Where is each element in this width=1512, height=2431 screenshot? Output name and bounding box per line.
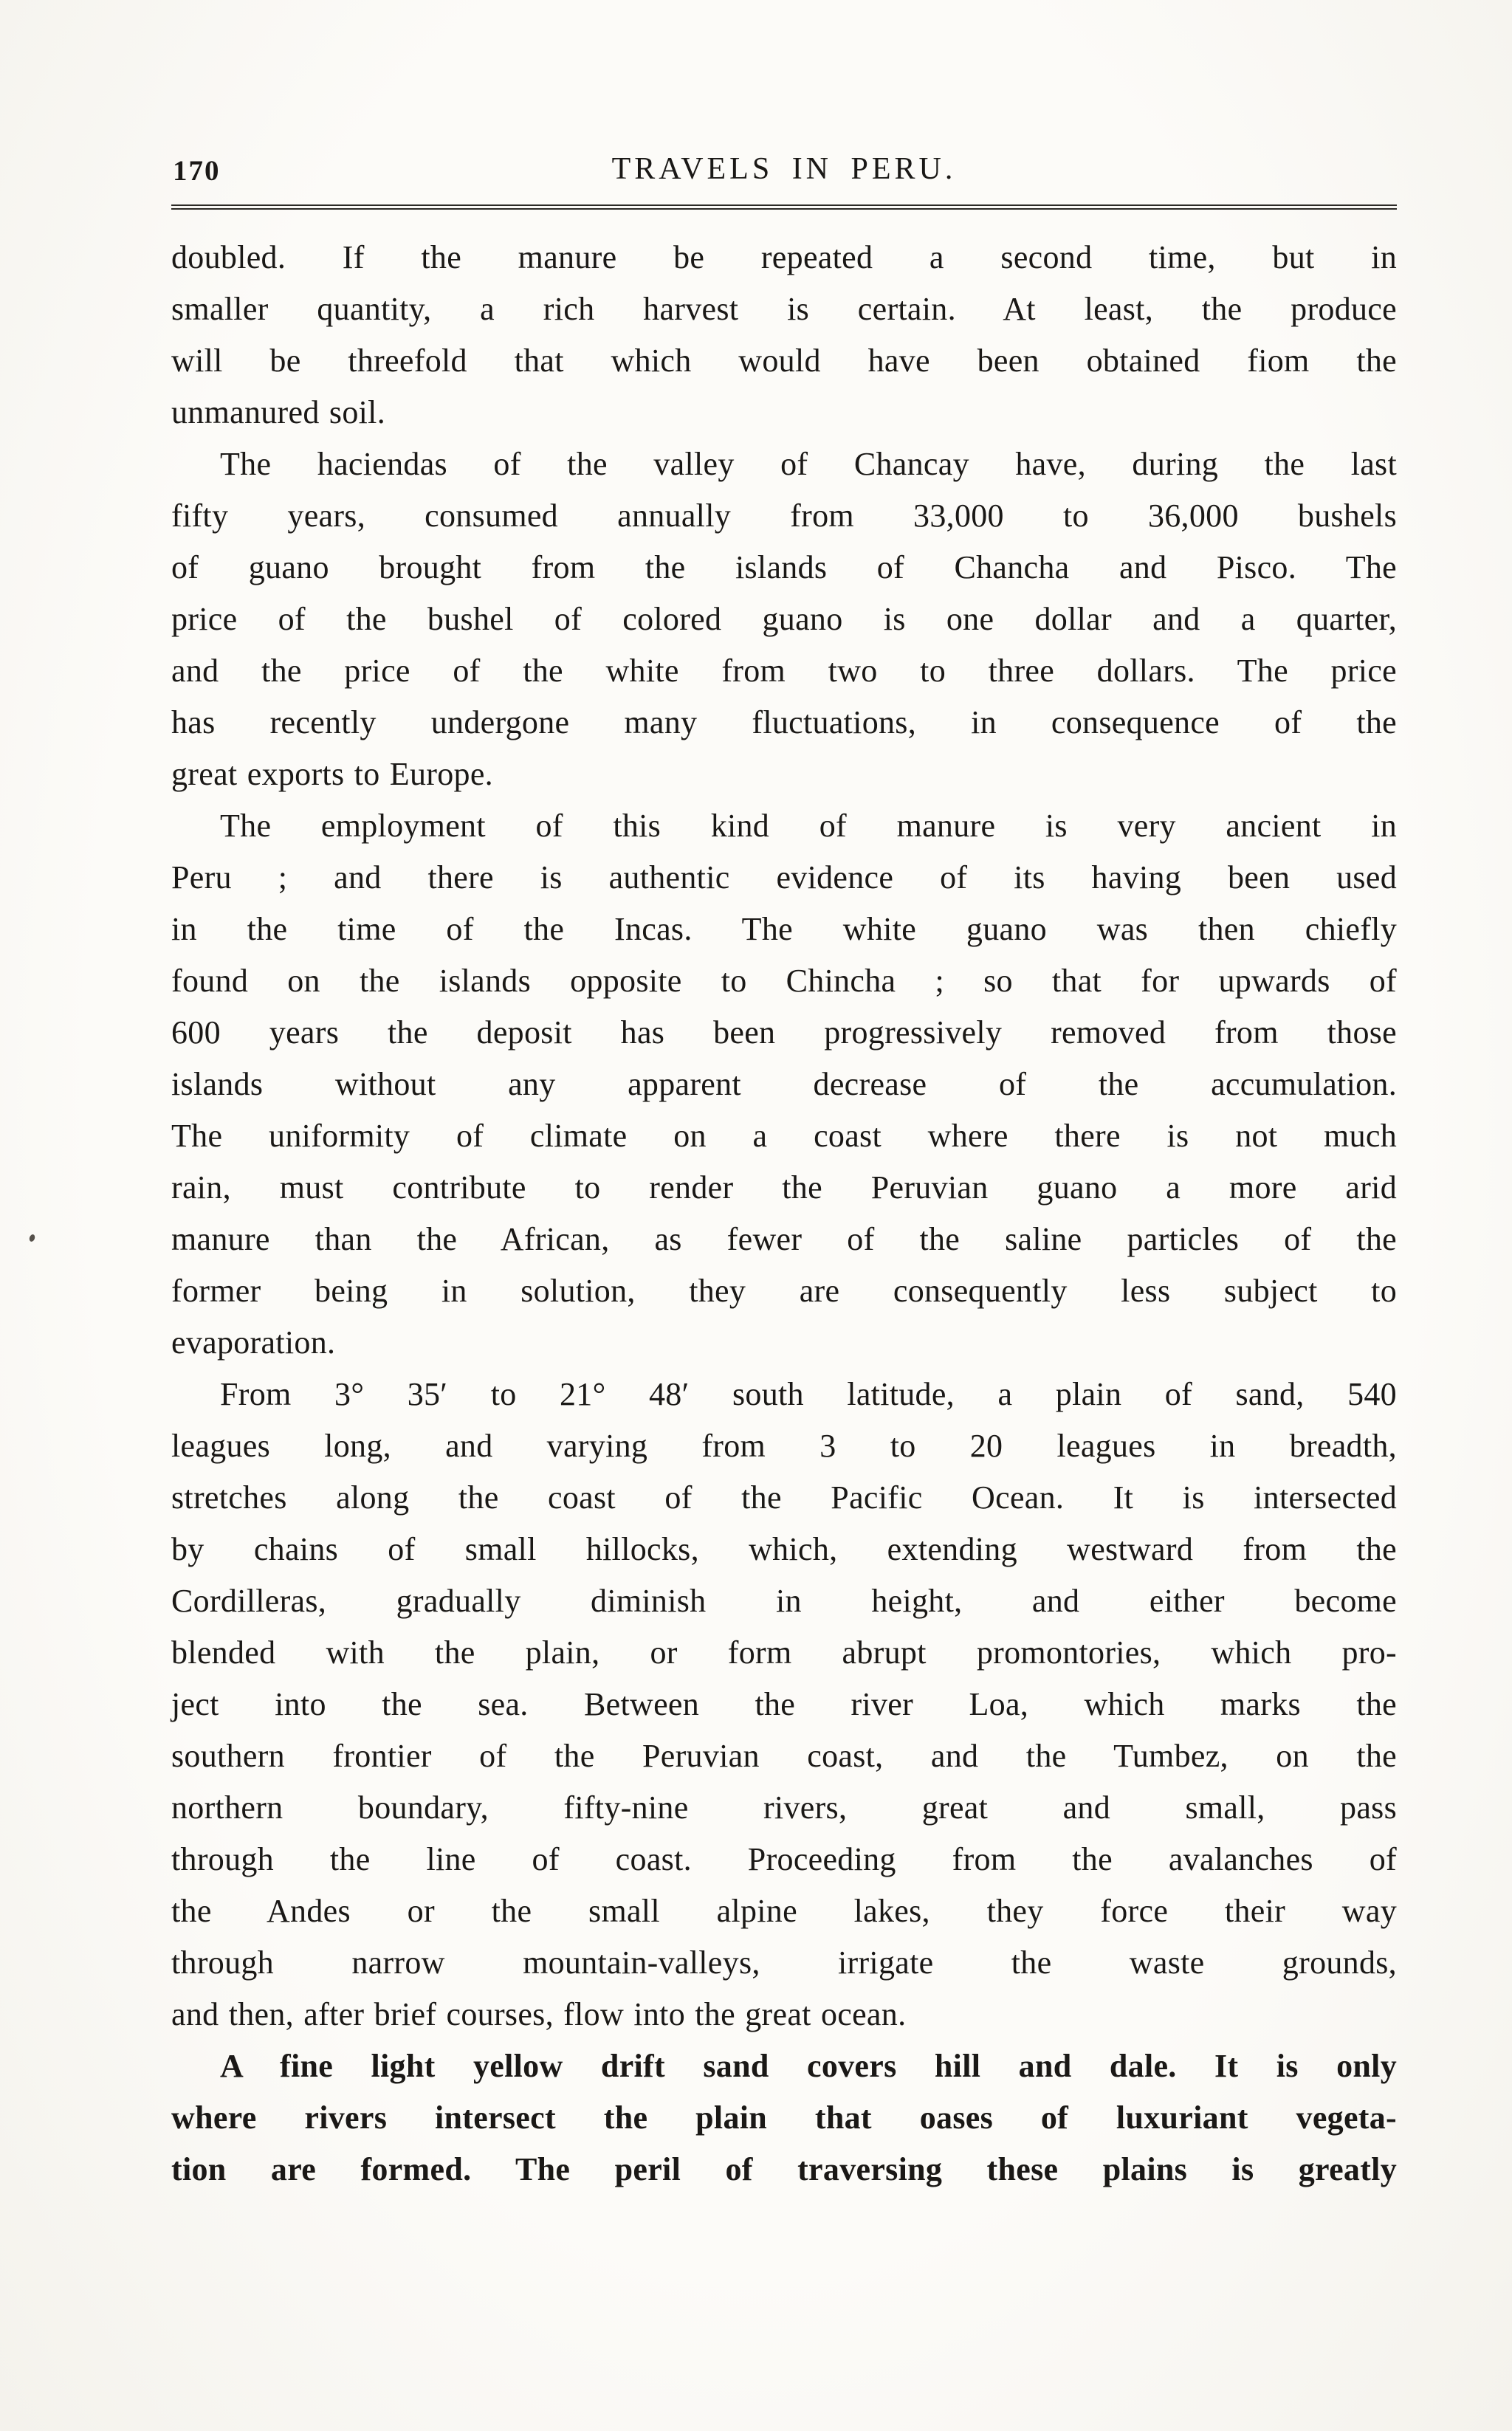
- text-line: From 3° 35′ to 21° 48′ south latitude, a plain of sand, 540: [220, 1376, 1397, 1412]
- text-line: leagues long, and varying from 3 to 20 leagues in breadth,: [171, 1428, 1397, 1464]
- text-line: islands without any apparent decrease of the accumulation.: [171, 1066, 1397, 1102]
- text-line: blended with the plain, or form abrupt promontories, which pro-: [171, 1634, 1397, 1671]
- text-line: stretches along the coast of the Pacific Ocean. It is intersected: [171, 1479, 1397, 1516]
- text-line: found on the islands opposite to Chincha ; so that for upwards of: [171, 963, 1397, 999]
- text-line: has recently undergone many fluctuations, in consequence of the: [171, 704, 1397, 740]
- paragraph: [171, 2040, 1397, 2196]
- text-line: rain, must contribute to render the Peruvian guano a more arid: [171, 1169, 1397, 1206]
- text-line: A fine light yellow drift sand covers hill and dale. It is only: [220, 2048, 1397, 2084]
- book-page: [171, 151, 1397, 2196]
- scan-speck: [29, 1234, 36, 1242]
- text-line: where rivers intersect the plain that oases of luxuriant vegeta-: [171, 2100, 1397, 2136]
- text-line: the Andes or the small alpine lakes, they force their way: [171, 1893, 1397, 1929]
- text-line: northern boundary, fifty-nine rivers, great and small, pass: [171, 1789, 1397, 1826]
- text-line: manure than the African, as fewer of the saline particles of the: [171, 1221, 1397, 1257]
- text-line: of guano brought from the islands of Chancha and Pisco. The: [171, 549, 1397, 585]
- header-rule: [171, 204, 1397, 210]
- text-line: Peru ; and there is authentic evidence of its having been used: [171, 859, 1397, 895]
- paragraph: [171, 800, 1397, 1369]
- text-line: and the price of the white from two to three dollars. The price: [171, 653, 1397, 689]
- text-line: The haciendas of the valley of Chancay have, during the last: [220, 446, 1397, 482]
- text-line: fifty years, consumed annually from 33,000 to 36,000 bushels: [171, 498, 1397, 534]
- page-number: 170: [173, 155, 221, 187]
- text-line: tion are formed. The peril of traversing these plains is greatly: [171, 2151, 1397, 2187]
- text-line: will be threefold that which would have been obtained fiom the: [171, 343, 1397, 379]
- text-line: evaporation.: [171, 1324, 336, 1361]
- text-line: southern frontier of the Peruvian coast, and the Tumbez, on the: [171, 1738, 1397, 1774]
- paragraph: [171, 1369, 1397, 2040]
- paragraph: [171, 439, 1397, 800]
- text-line: The uniformity of climate on a coast where there is not much: [171, 1118, 1397, 1154]
- text-line: Cordilleras, gradually diminish in height, and either become: [171, 1583, 1397, 1619]
- text-line: great exports to Europe.: [171, 756, 493, 792]
- page-header: [171, 151, 1397, 193]
- text-line: by chains of small hillocks, which, extending westward from the: [171, 1531, 1397, 1567]
- text-line: ject into the sea. Between the river Loa, which marks the: [171, 1686, 1397, 1722]
- text-line: doubled. If the manure be repeated a second time, but in: [171, 239, 1397, 275]
- text-line: unmanured soil.: [171, 394, 386, 430]
- text-line: former being in solution, they are consequently less subject to: [171, 1273, 1397, 1309]
- text-line: in the time of the Incas. The white guano was then chiefly: [171, 911, 1397, 947]
- text-line: smaller quantity, a rich harvest is certain. At least, the produce: [171, 291, 1397, 327]
- text-line: price of the bushel of colored guano is one dollar and a quarter,: [171, 601, 1397, 637]
- text-column: [171, 232, 1397, 2196]
- text-line: 600 years the deposit has been progressively removed from those: [171, 1014, 1397, 1051]
- paragraph: [171, 232, 1397, 439]
- text-line: and then, after brief courses, flow into the great ocean.: [171, 1996, 907, 2032]
- running-title: TRAVELS IN PERU.: [611, 152, 957, 186]
- text-line: through narrow mountain-valleys, irrigate the waste grounds,: [171, 1945, 1397, 1981]
- text-line: The employment of this kind of manure is very ancient in: [220, 808, 1397, 844]
- text-line: through the line of coast. Proceeding from the avalanches of: [171, 1841, 1397, 1877]
